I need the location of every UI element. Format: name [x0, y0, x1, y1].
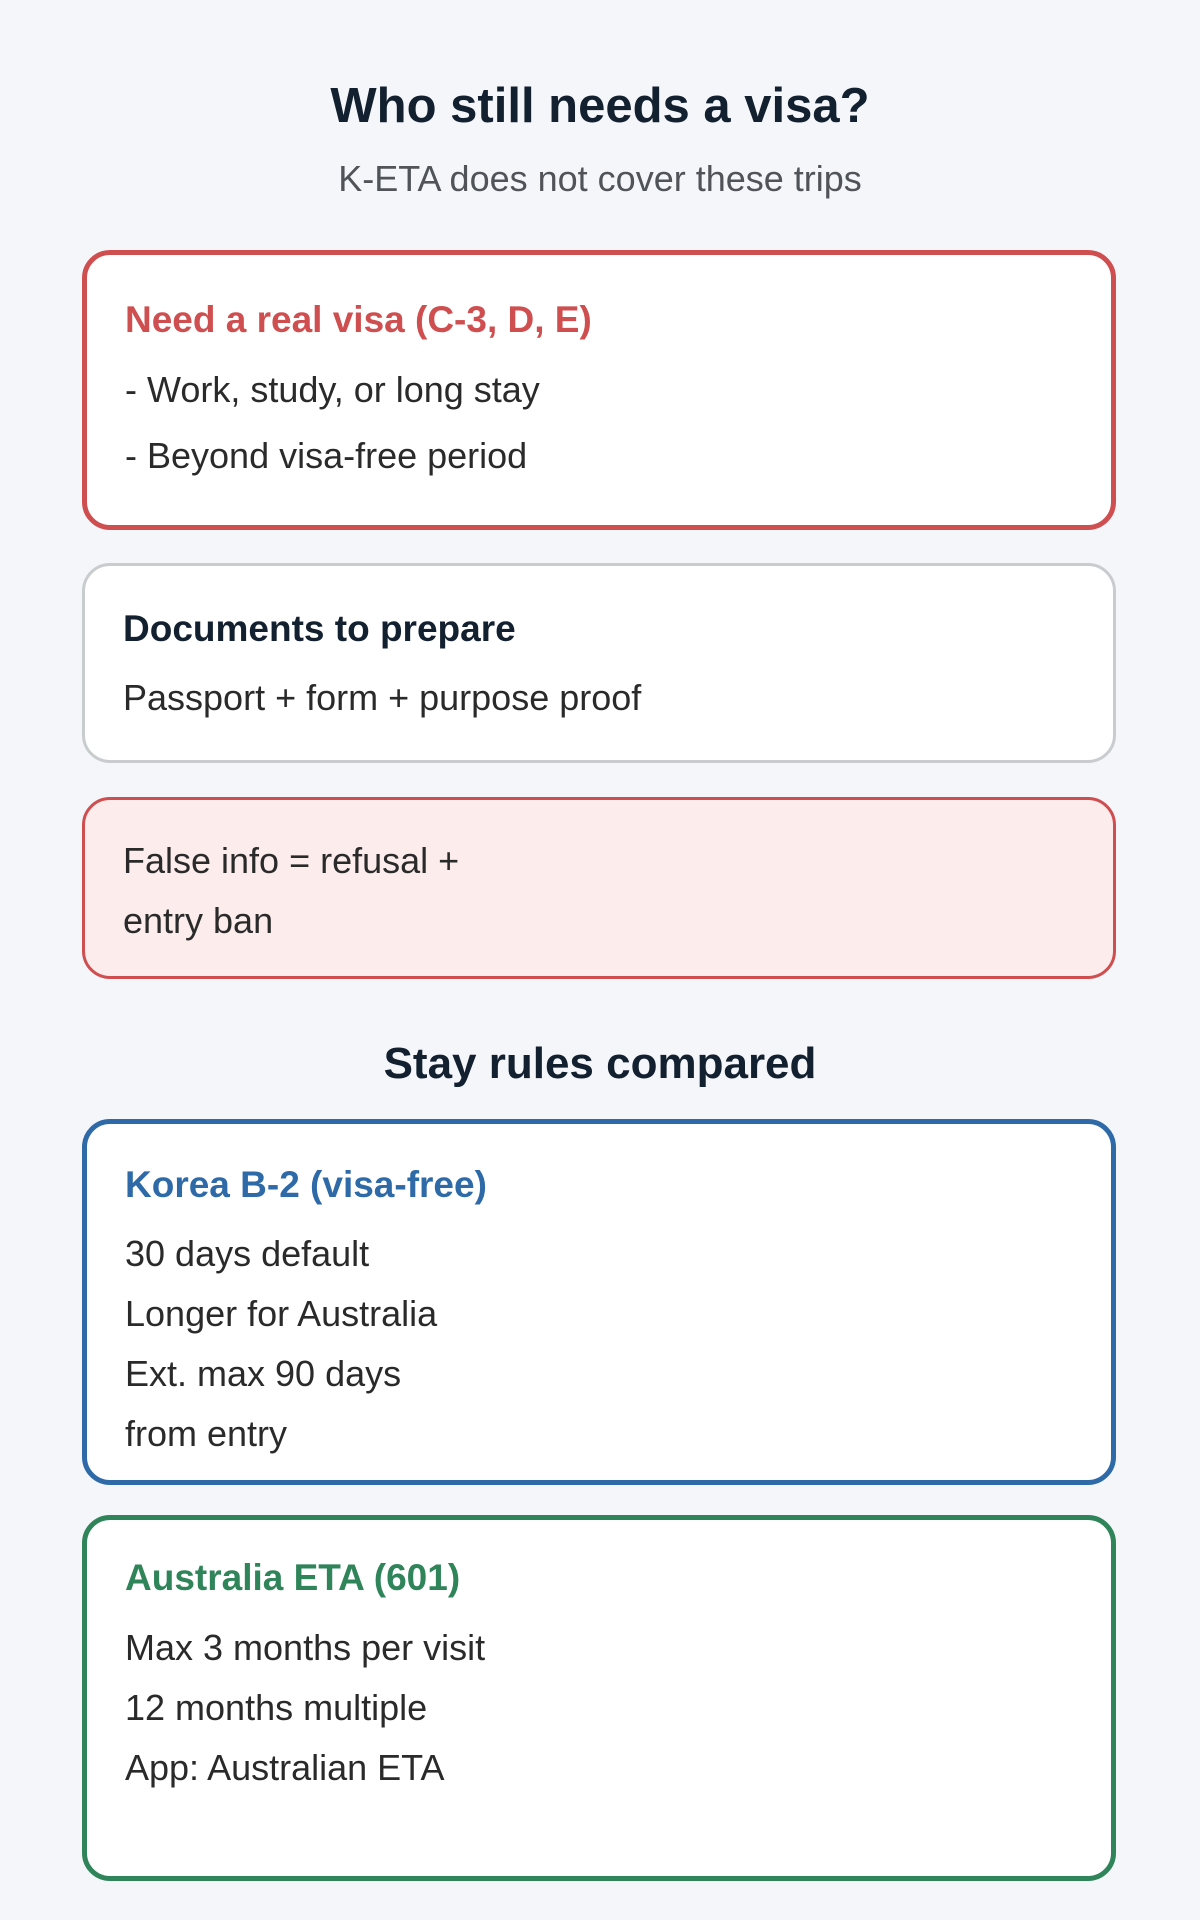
warning-card [82, 797, 1116, 979]
warning-line: False info = refusal + [123, 840, 460, 881]
korea-b2-line: 30 days default [125, 1233, 370, 1274]
documents-card [82, 563, 1116, 763]
documents-heading: Documents to prepare [123, 608, 516, 649]
visa-required-heading: Need a real visa (C-3, D, E) [125, 299, 592, 340]
page-title: Who still needs a visa? [330, 79, 870, 133]
warning-line: entry ban [123, 900, 274, 941]
korea-b2-line: Ext. max 90 days [125, 1353, 402, 1394]
australia-eta-card [82, 1515, 1116, 1881]
visa-required-line: - Beyond visa-free period [125, 435, 528, 476]
korea-b2-card [82, 1119, 1116, 1485]
australia-eta-line: Max 3 months per visit [125, 1627, 486, 1668]
australia-eta-line: App: Australian ETA [125, 1747, 445, 1788]
page-subtitle: K-ETA does not cover these trips [338, 158, 862, 199]
korea-b2-line: from entry [125, 1413, 288, 1454]
visa-required-card [82, 250, 1116, 530]
australia-eta-heading: Australia ETA (601) [125, 1557, 461, 1598]
stay-rules-title: Stay rules compared [383, 1039, 817, 1088]
korea-b2-line: Longer for Australia [125, 1293, 438, 1334]
visa-required-line: - Work, study, or long stay [125, 369, 540, 410]
documents-line: Passport + form + purpose proof [123, 677, 642, 718]
australia-eta-line: 12 months multiple [125, 1687, 428, 1728]
korea-b2-heading: Korea B-2 (visa-free) [125, 1164, 487, 1205]
